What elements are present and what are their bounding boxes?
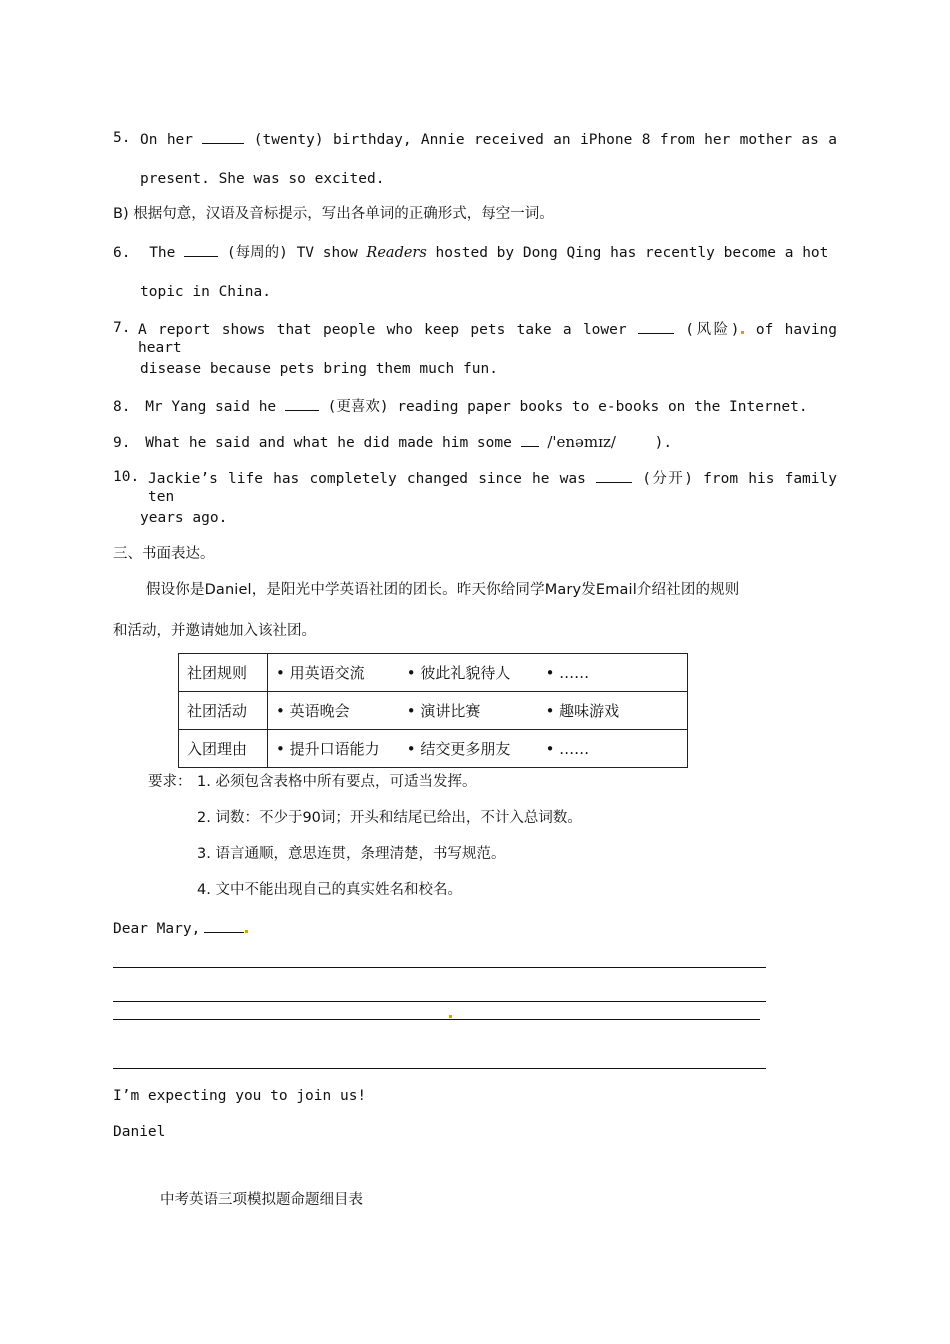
table-row xyxy=(179,730,688,768)
question-number: 9. xyxy=(113,435,131,451)
writing-line[interactable] xyxy=(113,1001,766,1002)
row-items xyxy=(268,730,688,768)
row-header: 社团活动 xyxy=(179,692,268,730)
question-number: 7. xyxy=(113,320,131,336)
letter-signature: Daniel xyxy=(113,1124,166,1140)
answer-blank[interactable] xyxy=(285,396,319,411)
text: TV show xyxy=(296,245,358,261)
greeting-text: Dear Mary, xyxy=(113,921,201,937)
question-number: 5. xyxy=(113,130,131,146)
question-6 xyxy=(113,242,828,262)
answer-blank[interactable] xyxy=(596,468,632,483)
requirement-2: 2. 词数：不少于90词；开头和结尾已给出，不计入总词数。 xyxy=(197,810,582,826)
question-number: 6. xyxy=(113,245,131,261)
phonetic-hint: /'enəmɪz/ xyxy=(547,433,616,451)
question-number: 8. xyxy=(113,399,131,415)
question-number: 10. xyxy=(113,469,140,485)
question-5 xyxy=(113,129,837,149)
answer-blank[interactable] xyxy=(184,242,218,257)
text: Mr Yang said he xyxy=(145,399,277,415)
question-10 xyxy=(113,468,837,506)
text: ). xyxy=(654,435,673,451)
hint: (更喜欢) xyxy=(327,399,389,415)
answer-blank[interactable] xyxy=(638,319,674,334)
question-7-line2: disease because pets bring them much fun. xyxy=(140,361,498,377)
writing-line[interactable] xyxy=(113,967,766,968)
requirement-3: 3. 语言通顺，意思连贯，条理清楚，书写规范。 xyxy=(197,846,506,862)
club-info-table xyxy=(178,653,688,768)
text: Jackie’s life has completely changed since he was xyxy=(148,471,586,487)
footer-title: 中考英语三项模拟题命题细目表 xyxy=(160,1192,363,1208)
table-item: • 结交更多朋友 xyxy=(406,740,511,758)
hint: (twenty) xyxy=(253,132,324,148)
table-item: • 演讲比赛 xyxy=(406,702,481,720)
answer-blank[interactable] xyxy=(521,432,539,447)
answer-blank[interactable] xyxy=(204,918,244,933)
row-header: 入团理由 xyxy=(179,730,268,768)
table-item: • …… xyxy=(545,664,590,682)
answer-blank[interactable] xyxy=(202,129,244,144)
text: of having heart xyxy=(138,322,838,356)
row-header: 社团规则 xyxy=(179,654,268,692)
question-7 xyxy=(113,319,837,357)
text: On her xyxy=(140,132,194,148)
writing-line[interactable] xyxy=(113,1068,766,1069)
question-5-line2: present. She was so excited. xyxy=(140,171,385,187)
question-10-line2: years ago. xyxy=(140,510,228,526)
hint: (风险) xyxy=(685,322,740,338)
letter-closing: I’m expecting you to join us! xyxy=(113,1088,367,1104)
question-8 xyxy=(113,396,808,416)
question-6-line2: topic in China. xyxy=(140,284,271,300)
letter-greeting xyxy=(113,918,249,938)
text: The xyxy=(149,245,176,261)
text: birthday, Annie received an iPhone 8 from her mother as a xyxy=(333,132,837,148)
text: A report shows that people who keep pets take a lower xyxy=(138,322,627,338)
writing-heading: 三、书面表达。 xyxy=(113,546,215,562)
mark-dot xyxy=(449,1015,452,1018)
text: reading paper books to e-books on the Internet. xyxy=(397,399,808,415)
table-item: • 趣味游戏 xyxy=(545,702,620,720)
row-items xyxy=(268,692,688,730)
hint: (每周的) xyxy=(226,245,288,261)
hint: (分开) xyxy=(642,471,693,487)
mark-dot xyxy=(245,930,248,933)
table-item: • 提升口语能力 xyxy=(276,740,380,758)
table-row xyxy=(179,692,688,730)
table-item: • …… xyxy=(545,740,590,758)
row-items xyxy=(268,654,688,692)
requirement-1: 1. 必须包含表格中所有要点，可适当发挥。 xyxy=(197,774,477,790)
question-9 xyxy=(113,432,672,452)
text: hosted by Dong Qing has recently become a hot xyxy=(435,245,829,261)
table-row xyxy=(179,654,688,692)
mark-dot xyxy=(741,331,744,334)
table-item: • 彼此礼貌待人 xyxy=(406,664,511,682)
writing-prompt-line2: 和活动，并邀请她加入该社团。 xyxy=(113,623,316,639)
writing-line[interactable] xyxy=(113,1019,760,1020)
requirement-4: 4. 文中不能出现自己的真实姓名和校名。 xyxy=(197,882,462,898)
table-item: • 英语晚会 xyxy=(276,702,350,720)
text: What he said and what he did made him some xyxy=(145,435,512,451)
writing-prompt-line1: 假设你是Daniel，是阳光中学英语社团的团长。昨天你给同学Mary发Email介绍社团的规则 xyxy=(146,582,740,598)
title-text: Readers xyxy=(366,245,427,261)
table-item: • 用英语交流 xyxy=(276,664,365,682)
requirements-label: 要求： xyxy=(148,774,192,790)
text: from his family ten xyxy=(148,471,837,505)
section-b-instruction: B) 根据句意，汉语及音标提示，写出各单词的正确形式，每空一词。 xyxy=(113,206,554,222)
